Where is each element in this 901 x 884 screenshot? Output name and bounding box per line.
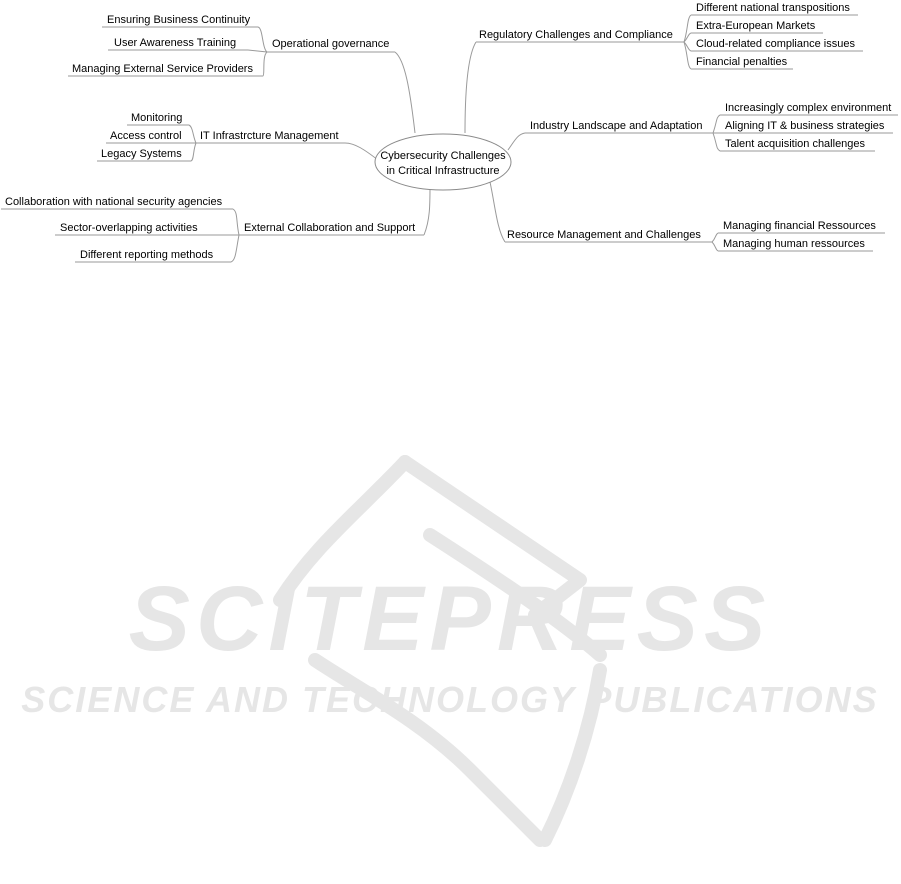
- leaf-different-reporting-methods: Different reporting methods: [80, 249, 214, 261]
- center-node-line1: Cybersecurity Challenges: [380, 150, 506, 162]
- leaf-cloud-compliance-issues: Cloud-related compliance issues: [696, 38, 855, 50]
- leaf-talent-acquisition-challenges: Talent acquisition challenges: [725, 138, 866, 150]
- branch-external-collaboration-label: External Collaboration and Support: [244, 222, 416, 234]
- branch-regulatory-compliance[interactable]: [476, 2, 863, 69]
- leaf-ensuring-business-continuity: Ensuring Business Continuity: [107, 14, 251, 26]
- leaf-managing-human-ressources: Managing human ressources: [723, 238, 865, 250]
- leaf-access-control: Access control: [110, 130, 182, 142]
- branch-operational-governance[interactable]: [68, 14, 395, 76]
- watermark-tagline: SCIENCE AND TECHNOLOGY PUBLICATIONS: [21, 679, 879, 720]
- leaf-aligning-it-business-strategies: Aligning IT & business strategies: [725, 120, 885, 132]
- branch-resource-management-label: Resource Management and Challenges: [507, 229, 701, 241]
- leaf-financial-penalties: Financial penalties: [696, 56, 788, 68]
- watermark-brand: SCITEPRESS: [128, 568, 772, 670]
- center-node-line2: in Critical Infrastructure: [386, 165, 500, 177]
- center-node[interactable]: [375, 134, 511, 190]
- leaf-managing-financial-ressources: Managing financial Ressources: [723, 220, 876, 232]
- branch-industry-landscape-label: Industry Landscape and Adaptation: [530, 120, 703, 132]
- leaf-increasingly-complex-environment: Increasingly complex environment: [725, 102, 892, 114]
- branch-it-infrastructure-management-label: IT Infrastrcture Management: [200, 130, 339, 142]
- scitepress-watermark: [0, 440, 901, 860]
- branch-it-infrastructure-management[interactable]: [97, 112, 345, 161]
- mind-map: [0, 0, 901, 290]
- leaf-managing-external-service-providers: Managing External Service Providers: [72, 63, 253, 75]
- leaf-sector-overlapping-activities: Sector-overlapping activities: [60, 222, 198, 234]
- leaf-monitoring: Monitoring: [131, 112, 183, 124]
- branch-operational-governance-label: Operational governance: [272, 38, 390, 50]
- leaf-different-national-transpositions: Different national transpositions: [696, 2, 850, 14]
- leaf-legacy-systems: Legacy Systems: [101, 148, 182, 160]
- branch-industry-landscape[interactable]: [525, 102, 898, 151]
- leaf-user-awareness-training: User Awareness Training: [114, 37, 237, 49]
- branch-external-collaboration[interactable]: [1, 196, 424, 262]
- branch-resource-management[interactable]: [505, 220, 885, 251]
- branch-regulatory-compliance-label: Regulatory Challenges and Compliance: [479, 29, 673, 41]
- leaf-collaboration-national-security: Collaboration with national security agencies: [5, 196, 223, 208]
- leaf-extra-european-markets: Extra-European Markets: [696, 20, 816, 32]
